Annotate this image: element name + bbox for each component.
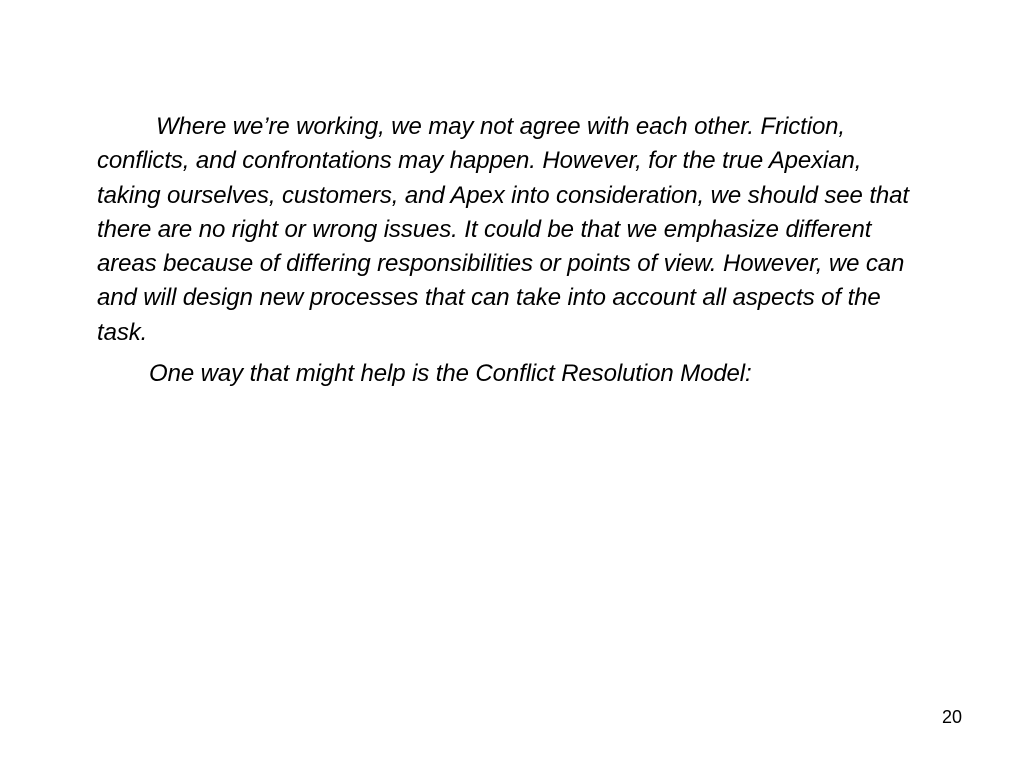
page-number: 20 <box>941 707 962 727</box>
paragraph-conflict-model: One way that might help is the Conflict Resolution Model: <box>149 360 752 388</box>
body-text <box>97 110 917 391</box>
paragraph-conflict-intro: Where we’re working, we may not agree with each other. Friction, conflicts, and confrontations may happen. However, for the true Apexian, taking ourselves, customers, and Apex into consideration, we should see that there are no right or wrong issues. It could be that we emphasize different areas because of differing responsibilities or points of view. However, we can and will design new processes that can take into account all aspects of the task. <box>97 113 909 346</box>
